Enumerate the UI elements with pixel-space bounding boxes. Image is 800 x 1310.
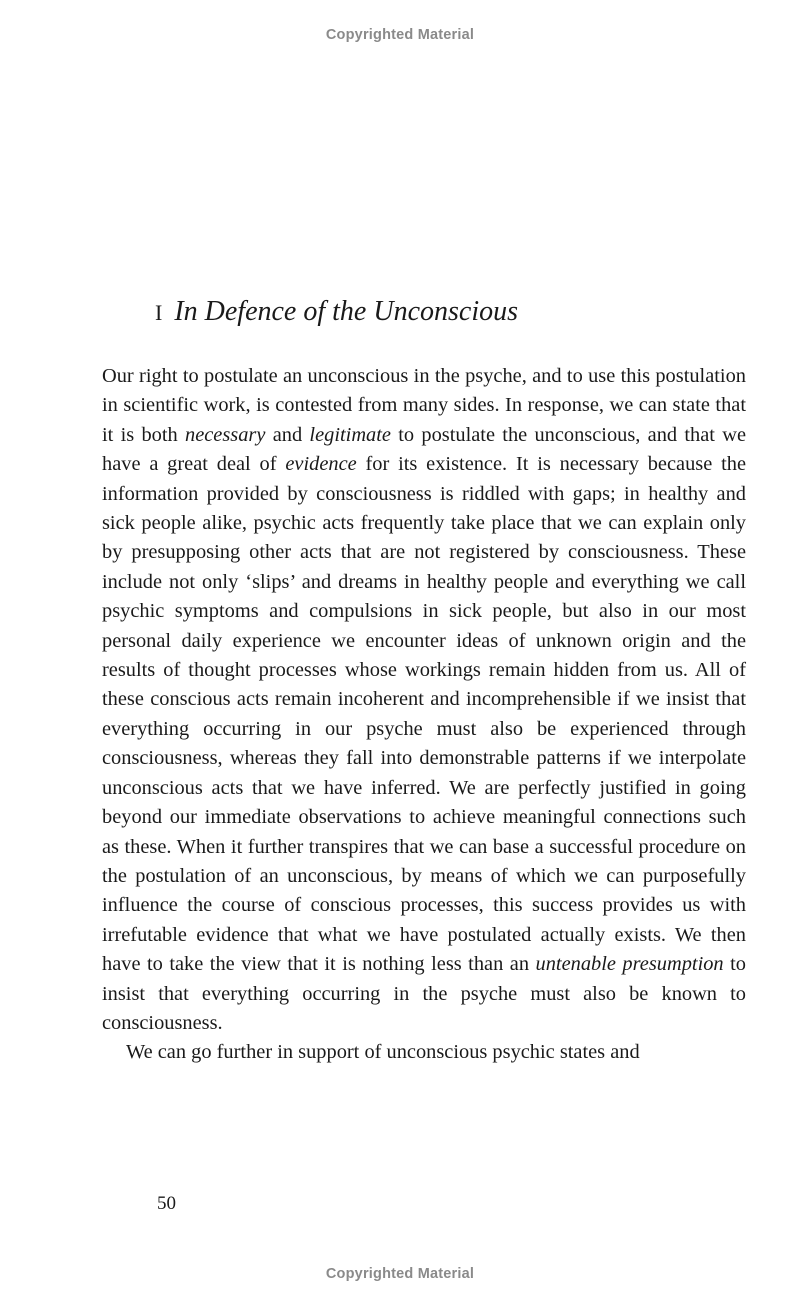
- copyright-watermark-bottom: Copyrighted Material: [325, 1266, 475, 1282]
- emphasis-legitimate: legitimate: [309, 423, 391, 446]
- emphasis-untenable-presumption: untenable presumption: [535, 953, 724, 976]
- paragraph-1-text-d: for its existence. It is necessary because the information provided by consciousness is riddled with gaps; in healthy and sick people alike, psychic acts frequently take place that we can explain only by presupposing other acts that are not registered by consciousness. These include not only ‘slips’ and dreams in healthy people and everything we call psychic symptoms and compulsions in sick people, but also in our most personal daily experience we encounter ideas of unknown origin and the results of thought processes whose workings remain hidden from us. All of these conscious acts remain incoherent and incomprehensible if we insist that everything occurring in our psyche must also be experienced through consciousness, whereas they fall into demonstrable patterns if we interpolate unconscious acts that we have inferred. We are perfectly justified in going beyond our immediate observations to achieve meaningful connections such as these. When it further transpires that we can base a successful procedure on the postulation of an unconscious, by means of which we can purposefully influence the course of conscious processes, this success provides us with irrefutable evidence that what we have postulated actually exists. We then have to take the view that it is nothing less than an: [102, 453, 746, 976]
- chapter-heading: [155, 296, 518, 328]
- copyright-watermark-top: Copyrighted Material: [325, 27, 475, 43]
- paragraph-2: We can go further in support of unconscious psychic states and: [126, 1041, 640, 1064]
- body-text: [102, 362, 746, 1068]
- paragraph-1-text-c: to postulate the unconscious, and that we have a great deal of: [102, 423, 746, 476]
- paragraph-1: [102, 362, 746, 1038]
- chapter-number: I: [155, 300, 163, 325]
- paragraph-1-text-e: to insist that everything occurring in the psyche must also be known to consciousness.: [102, 953, 746, 1034]
- emphasis-necessary: necessary: [185, 423, 266, 446]
- paragraph-1-text-a: Our right to postulate an unconscious in the psyche, and to use this postulation in scientific work, is contested from many sides. In response, we can state that it is both: [102, 365, 746, 446]
- emphasis-evidence: evidence: [285, 453, 357, 476]
- paragraph-1-text-b: and: [265, 423, 310, 446]
- page-number: 50: [157, 1193, 176, 1214]
- chapter-title: In Defence of the Unconscious: [174, 296, 518, 327]
